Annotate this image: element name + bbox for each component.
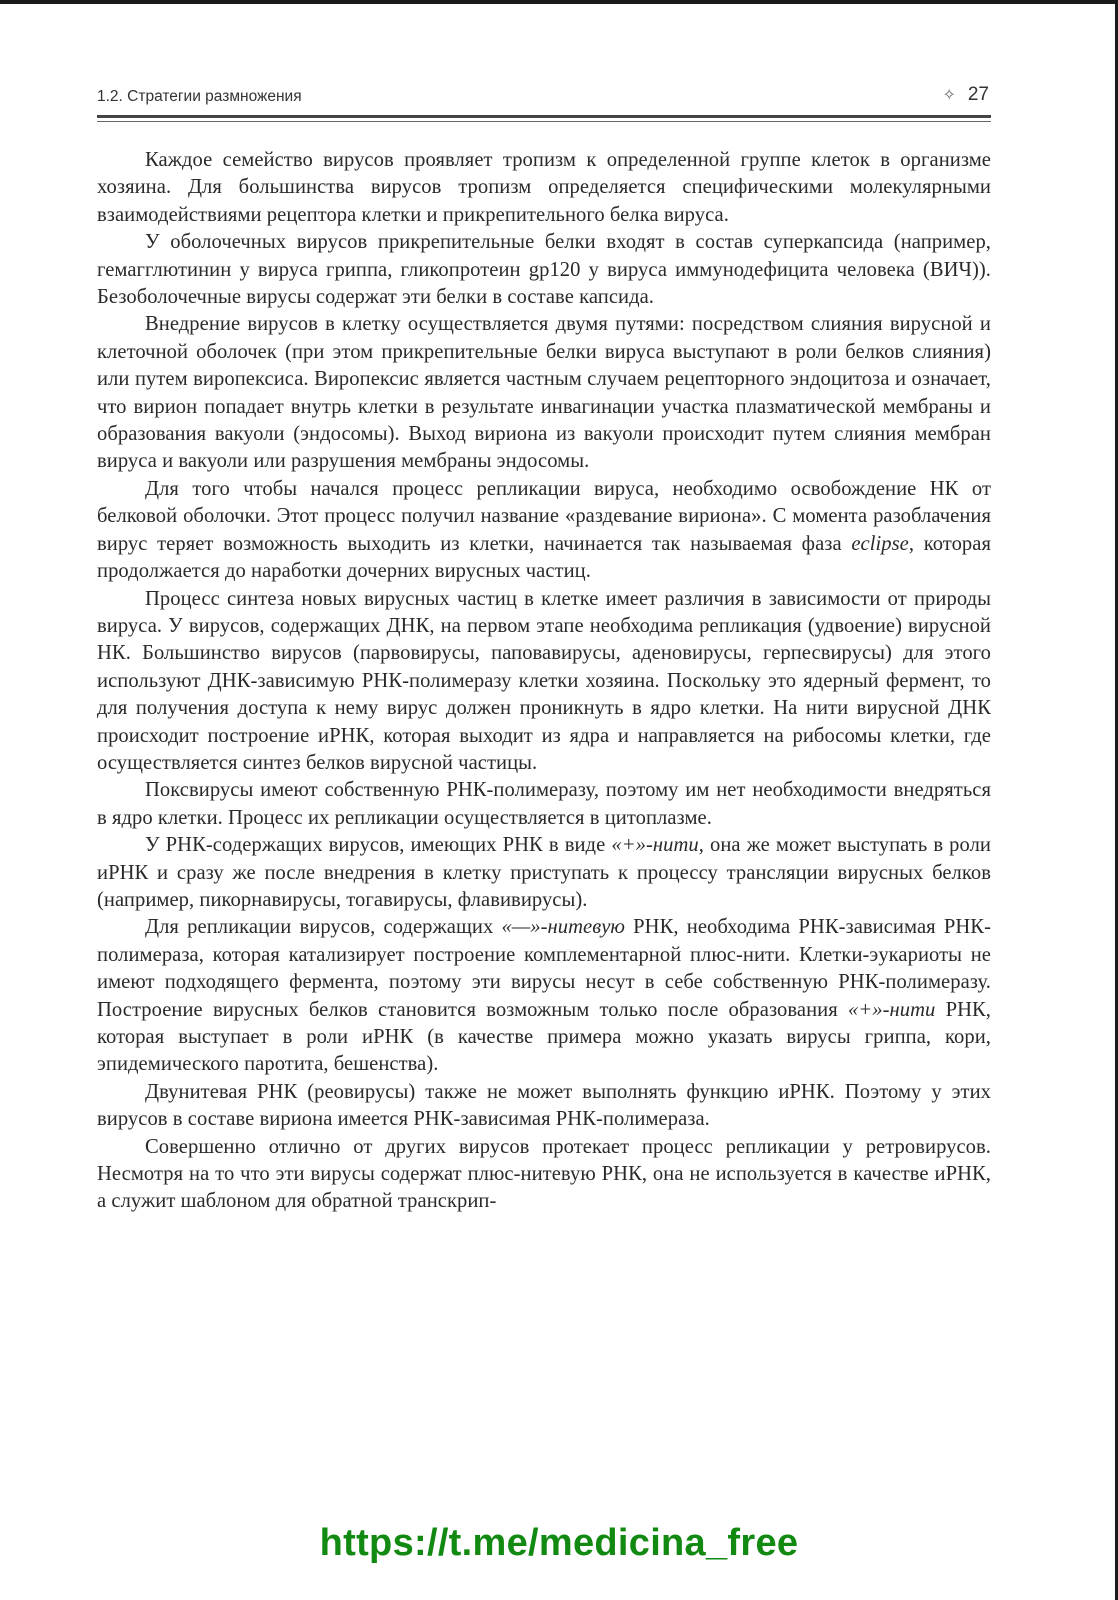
- term-eclipse: eclipse: [851, 532, 909, 555]
- paragraph-text: Каждое семейство вирусов проявляет тропизм к определенной группе клеток в организме хозяина. Для большинства вирусов тропизм определяется специфическими молекулярными взаимодействиями рецептора клетки и прикрепительного белка вируса.: [97, 149, 991, 226]
- paragraph: [97, 586, 991, 778]
- paragraph-text: У РНК-содержащих вирусов, имеющих РНК в виде: [145, 834, 612, 857]
- paragraph: [97, 229, 991, 311]
- term-plus-strand: «+»-нити: [847, 998, 936, 1021]
- section-title: 1.2. Стратегии размножения: [97, 88, 302, 105]
- running-header: [97, 82, 991, 106]
- paragraph-text: Внедрение вирусов в клетку осуществляется двумя путями: посредством слияния вирусной и клеточной оболочек (при этом прикрепительные белки вируса выступают в роли белков слияния) или путем виропексиса. Виропексис является частным случаем рецепторного эндоцитоза и означает, что вирион попадает внутрь клетки в результате инвагинации участка плазматической мембраны и образования вакуоли (эндосомы). Выход вириона из вакуоли происходит путем слияния мембран вируса и вакуоли или разрушения мембраны эндосомы.: [97, 313, 991, 473]
- top-page-border: [0, 0, 1118, 4]
- paragraph: [97, 777, 991, 832]
- document-page: [97, 82, 991, 1216]
- paragraph-text: Для того чтобы начался процесс репликации вируса, необходимо освобождение НК от белковой оболочки. Этот процесс получил название «раздевание вириона». С момента разоблачения вирус теряет возможность выходить из клетки, начинается так называемая фаза: [97, 477, 991, 555]
- paragraph-text: Процесс синтеза новых вирусных частиц в клетке имеет различия в зависимости от природы вируса. У вирусов, содержащих ДНК, на первом этапе необходима репликация (удвоение) вирусной НК. Большинство вирусов (парвовирусы, паповавирусы, аденовирусы, герпесвирусы) для этого используют ДНК-зависимую РНК-полимеразу клетки хозяина. Поскольку это ядерный фермент, то для получения доступа к нему вирус должен проникнуть в ядро клетки. На нити вирусной ДНК происходит построение иРНК, которая выходит из ядра и направляется на рибосомы клетки, где осуществляется синтез белков вирусной частицы.: [97, 587, 991, 774]
- paragraph: [97, 476, 991, 586]
- term-minus-strand: «—»-нитевую: [501, 916, 625, 939]
- paragraph: [97, 311, 991, 475]
- paragraph-text: РНК, которая выступает в роли иРНК (в качестве примера можно указать вирусы гриппа, кори, эпидемического паротита, бешенства).: [97, 998, 992, 1076]
- term-plus-strand: «+»-нити: [611, 834, 699, 857]
- paragraph: [97, 147, 991, 229]
- header-rule-thick: [97, 115, 991, 118]
- paragraph-text: РНК, необходима РНК-зависимая РНК-полимераза, которая катализирует построение комплементарной плюс-нити. Клетки-эукариоты не имеют подходящего фермента, поэтому эти вирусы несут в себе собственную РНК-полимеразу. Построение вирусных белков становится возможным только после образования: [97, 916, 991, 1021]
- page-number: 27: [967, 84, 989, 105]
- paragraph-text: Для репликации вирусов, содержащих: [145, 916, 502, 939]
- paragraph-text: , она же может выступать в роли иРНК и сразу же после внедрения в клетку приступать к процессу трансляции вирусных белков (например, пикорнавирусы, тогавирусы, флавивирусы).: [97, 834, 991, 911]
- body-text: [97, 147, 991, 1216]
- paragraph: [97, 1134, 991, 1216]
- paragraph-text: Двунитевая РНК (реовирусы) также не может выполнять функцию иРНК. Поэтому у этих вирусов в составе вириона имеется РНК-зависимая РНК-полимераза.: [97, 1080, 991, 1131]
- paragraph: [97, 832, 991, 914]
- paragraph: [97, 1079, 991, 1134]
- page-number-group: [942, 84, 989, 106]
- ornament-icon: ✧: [942, 87, 956, 104]
- header-rule-thin: [97, 121, 991, 122]
- telegram-link[interactable]: https://t.me/medicina_free: [319, 1522, 799, 1564]
- paragraph-text: , которая продолжается до наработки дочерних вирусных частиц.: [97, 532, 991, 583]
- paragraph: [97, 914, 991, 1078]
- paragraph-text: Совершенно отлично от других вирусов протекает процесс репликации у ретровирусов. Несмотря на то что эти вирусы содержат плюс-нитевую РНК, она не используется в качестве иРНК, а служит шаблоном для обратной транскрип-: [97, 1135, 991, 1213]
- paragraph-text: Поксвирусы имеют собственную РНК-полимеразу, поэтому им нет необходимости внедряться в ядро клетки. Процесс их репликации осуществляется в цитоплазме.: [97, 779, 991, 829]
- paragraph-text: У оболочечных вирусов прикрепительные белки входят в состав суперкапсида (например, гемагглютинин у вируса гриппа, гликопротеин gp120 у вируса иммунодефицита человека (ВИЧ)). Безоболочечные вирусы содержат эти белки в составе капсида.: [97, 231, 991, 309]
